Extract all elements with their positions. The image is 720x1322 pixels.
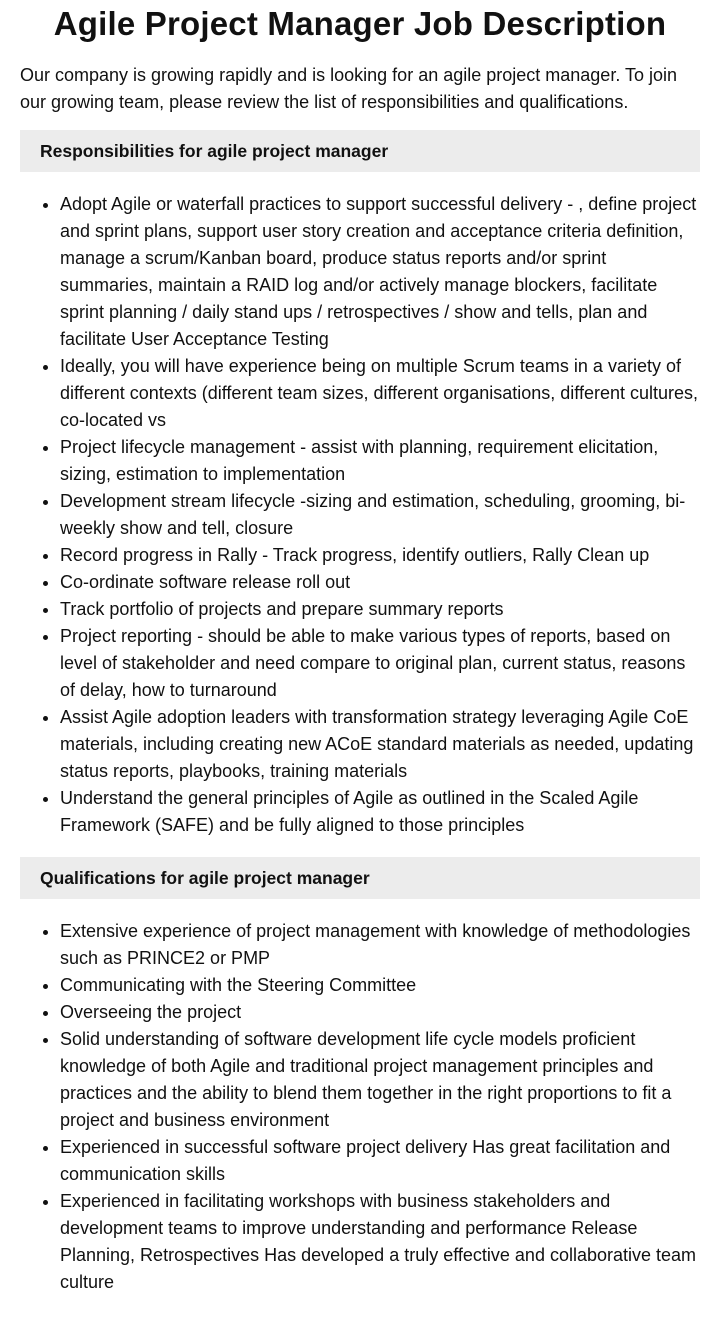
list-item: • Adopt Agile or waterfall practices to support successful delivery - , define project and sprint plans, support user story creation and acceptance criteria definition, manage a scrum/Kanban board, produce status reports and/or sprint summaries, maintain a RAID log and/or actively manage blockers, facilitate sprint planning / daily stand ups / retrospectives / show and tells, plan and facilitate User Acceptance Testing <box>60 191 700 353</box>
responsibilities-list <box>20 191 700 839</box>
qualifications-list <box>20 918 700 1296</box>
list-item: • Solid understanding of software development life cycle models proficient knowledge of both Agile and traditional project management principles and practices and the ability to blend them together in the right proportions to fit a project and business environment <box>60 1026 700 1134</box>
list-item: • Project lifecycle management - assist with planning, requirement elicitation, sizing, estimation to implementation <box>60 434 700 488</box>
list-item: • Record progress in Rally - Track progress, identify outliers, Rally Clean up <box>60 542 700 569</box>
intro-paragraph: Our company is growing rapidly and is looking for an agile project manager. To join our growing team, please review the list of responsibilities and qualifications. <box>20 65 678 112</box>
list-item: • Development stream lifecycle -sizing and estimation, scheduling, grooming, bi-weekly show and tell, closure <box>60 488 700 542</box>
list-item: • Communicating with the Steering Committee <box>60 972 700 999</box>
list-item: • Co-ordinate software release roll out <box>60 569 700 596</box>
list-item: • Extensive experience of project management with knowledge of methodologies such as PRINCE2 or PMP <box>60 918 700 972</box>
list-item: • Track portfolio of projects and prepare summary reports <box>60 596 700 623</box>
list-item: • Assist Agile adoption leaders with transformation strategy leveraging Agile CoE materials, including creating new ACoE standard materials as needed, updating status reports, playbooks, training materials <box>60 704 700 785</box>
list-item: • Experienced in facilitating workshops with business stakeholders and development teams to improve understanding and performance Release Planning, Retrospectives Has developed a truly effective and collaborative team culture <box>60 1188 700 1296</box>
list-item: • Ideally, you will have experience being on multiple Scrum teams in a variety of different contexts (different team sizes, different organisations, different cultures, co-located vs <box>60 353 700 434</box>
responsibilities-heading: Responsibilities for agile project manager <box>20 130 700 172</box>
list-item: • Project reporting - should be able to make various types of reports, based on level of stakeholder and need compare to original plan, current status, reasons of delay, how to turnaround <box>60 623 700 704</box>
qualifications-heading: Qualifications for agile project manager <box>20 857 700 899</box>
list-item: • Experienced in successful software project delivery Has great facilitation and communication skills <box>60 1134 700 1188</box>
list-item: • Understand the general principles of Agile as outlined in the Scaled Agile Framework (SAFE) and be fully aligned to those principles <box>60 785 700 839</box>
page-title: Agile Project Manager Job Description <box>53 5 667 42</box>
list-item: • Overseeing the project <box>60 999 700 1026</box>
